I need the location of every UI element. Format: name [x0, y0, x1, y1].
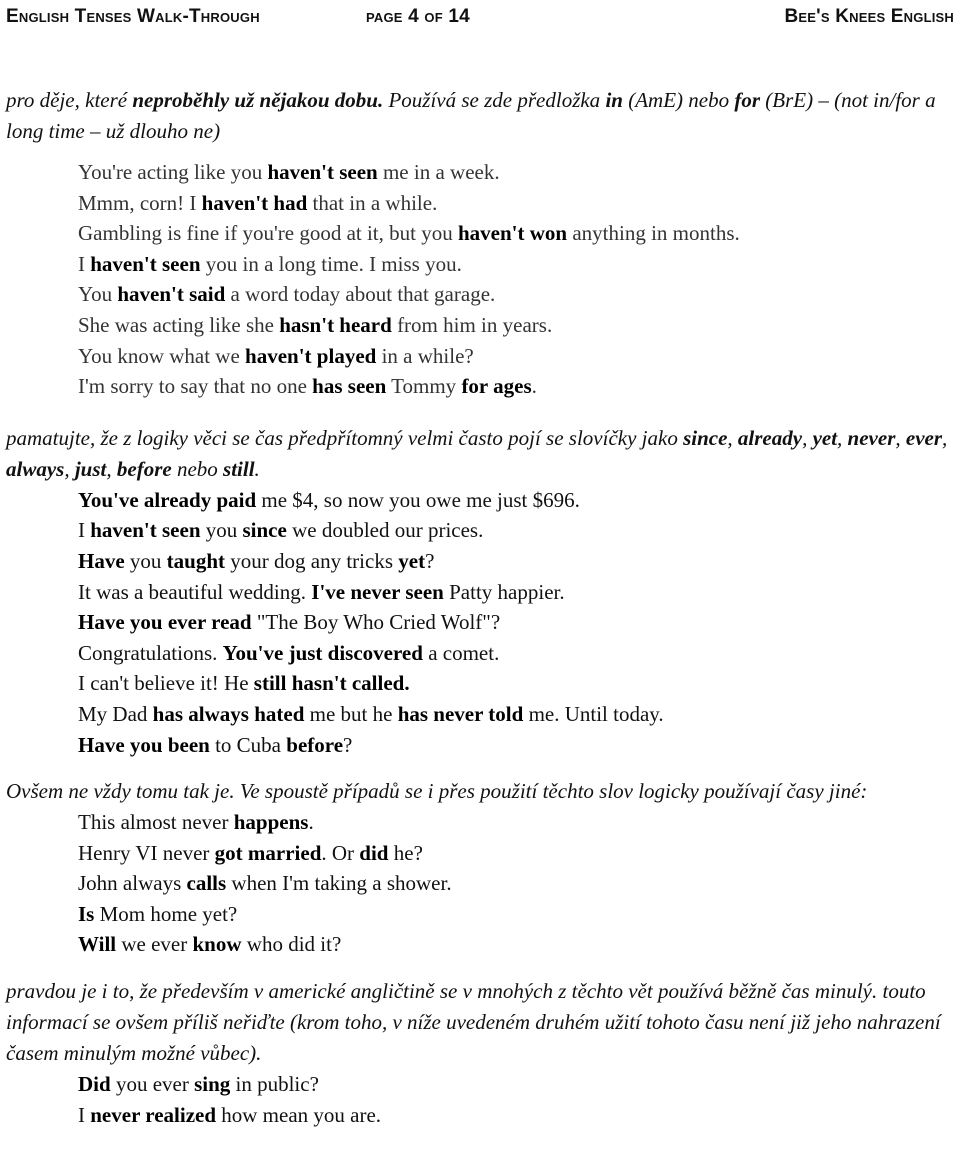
example-sentence [0, 515, 960, 546]
text-run: Ovšem ne vždy tomu tak je. Ve spoustě případů se i přes použití těchto slov logicky používají časy jiné: [6, 779, 868, 804]
text-run: pamatujte, že z logiky věci se čas předpřítomný velmi často pojí se slovíčky jako [6, 425, 684, 450]
example-sentence [0, 341, 960, 372]
text-run: , [106, 456, 117, 481]
text-run: I'm sorry to say that no one [78, 374, 313, 399]
text-run: we doubled our prices. [286, 518, 484, 543]
bold-text: has always hated [152, 701, 305, 726]
text-run: (BrE) – (not in/for a long time – už dlouho ne) [6, 88, 936, 143]
text-run: Gambling is fine if you're good at it, but you [78, 221, 458, 246]
bold-text: haven't seen [267, 160, 378, 184]
page-header [6, 2, 954, 32]
text-run: I [78, 518, 91, 543]
bold-text: already [737, 425, 803, 450]
text-run: . Or [321, 840, 360, 865]
text-run: Henry VI never [78, 840, 215, 865]
bold-text: Have you been [78, 732, 210, 757]
text-run: in public? [230, 1072, 319, 1097]
bold-text: before [116, 456, 172, 481]
example-sentence [0, 730, 960, 761]
header-page-number: page 4 of 14 [366, 6, 470, 27]
text-run: Patty happier. [443, 579, 565, 604]
example-sentence [0, 929, 960, 960]
bold-text: Have [78, 548, 125, 573]
text-run: I [78, 1102, 91, 1127]
text-run: we ever [116, 932, 193, 957]
text-run: , [802, 425, 813, 450]
text-run: a word today about that garage. [225, 282, 496, 307]
bold-text: still [223, 456, 255, 481]
header-title: English Tenses Walk-Through [6, 6, 260, 27]
text-run: I can't believe it! He [78, 671, 254, 696]
section-intro [0, 85, 960, 147]
bold-text: Is [78, 901, 95, 926]
example-list [0, 807, 960, 960]
text-run: to Cuba [209, 732, 287, 757]
bold-text: sing [194, 1072, 231, 1097]
text-run: It was a beautiful wedding. [78, 579, 312, 604]
bold-text: in [605, 88, 623, 112]
text-run: You're acting like you [78, 160, 268, 184]
example-sentence [0, 546, 960, 577]
text-run: me $4, so now you owe me just $696. [256, 487, 580, 512]
bold-text: still hasn't called. [253, 671, 410, 696]
bold-text: hasn't heard [279, 312, 392, 337]
text-run: , [727, 425, 738, 450]
text-run: who did it? [241, 932, 342, 957]
text-run: My Dad [78, 701, 153, 726]
bold-text: since [683, 425, 728, 450]
example-sentence [0, 188, 960, 219]
section-not-for-a-while [0, 85, 960, 402]
section-intro [0, 423, 960, 485]
example-sentence [0, 1100, 960, 1131]
example-sentence [0, 868, 960, 899]
text-run: me in a week. [377, 160, 500, 184]
text-run: Congratulations. [78, 640, 223, 665]
bold-text: happens [233, 810, 309, 835]
text-run: in a while? [376, 343, 474, 368]
text-run: ? [425, 548, 435, 573]
bold-text: yet [398, 548, 426, 573]
bold-text: yet [812, 425, 838, 450]
bold-text: know [192, 932, 242, 957]
text-run: , [895, 425, 906, 450]
text-run: your dog any tricks [225, 548, 399, 573]
bold-text: You've just discovered [222, 640, 423, 665]
example-sentence [0, 607, 960, 638]
text-run: , [64, 456, 75, 481]
text-run: "The Boy Who Cried Wolf"? [251, 610, 501, 635]
text-run: Mmm, corn! I [78, 190, 202, 215]
bold-text: never [847, 425, 896, 450]
bold-text: Did [78, 1072, 111, 1097]
text-run: You know what we [78, 343, 246, 368]
text-run: (AmE) nebo [622, 88, 735, 112]
text-run: She was acting like she [78, 312, 280, 337]
bold-text: did [359, 840, 389, 865]
bold-text: I've never seen [311, 579, 444, 604]
bold-text: taught [166, 548, 226, 573]
text-run: you [200, 518, 243, 543]
section-american-english [0, 976, 960, 1130]
text-run: a comet. [422, 640, 500, 665]
example-list [0, 157, 960, 402]
bold-text: haven't said [117, 282, 226, 307]
example-sentence [0, 577, 960, 608]
text-run: pro děje, které [6, 88, 133, 112]
example-sentence [0, 279, 960, 310]
bold-text: calls [186, 871, 227, 896]
bold-text: neproběhly už nějakou dobu. [132, 88, 384, 112]
example-sentence [0, 1069, 960, 1100]
bold-text: has never told [397, 701, 524, 726]
bold-text: haven't seen [90, 518, 201, 543]
example-sentence [0, 249, 960, 280]
bold-text: Have you ever read [78, 610, 252, 635]
document-body [0, 85, 960, 1130]
bold-text: never realized [90, 1102, 217, 1127]
example-list [0, 1069, 960, 1130]
example-sentence [0, 838, 960, 869]
text-run: you [124, 548, 167, 573]
text-run: he? [388, 840, 423, 865]
example-sentence [0, 638, 960, 669]
text-run: ? [343, 732, 353, 757]
text-run: pravdou je i to, že především v americké angličtině se v mnohých z těchto vět používá běžně čas minulý. touto informací se ovšem příliš neřiďte (krom toho, v níže uvedeném druhém užití tohoto času není již jeho nahrazení časem minulým možné vůbec). [6, 979, 941, 1066]
bold-text: Will [78, 932, 117, 957]
example-sentence [0, 668, 960, 699]
bold-text: haven't won [457, 221, 568, 246]
bold-text: for ages [461, 374, 532, 399]
text-run: , [942, 425, 948, 450]
text-run: me but he [304, 701, 398, 726]
text-run: , [837, 425, 848, 450]
example-sentence [0, 699, 960, 730]
text-run: how mean you are. [216, 1102, 382, 1127]
example-sentence [0, 899, 960, 930]
text-run: Tommy [386, 374, 462, 399]
text-run: anything in months. [567, 221, 740, 246]
section-exceptions [0, 776, 960, 960]
text-run: John always [78, 871, 187, 896]
bold-text: haven't played [245, 343, 377, 368]
text-run: Používá se zde předložka [383, 88, 606, 112]
example-sentence [0, 310, 960, 341]
bold-text: You've already paid [78, 487, 257, 512]
bold-text: has seen [312, 374, 387, 399]
section-signal-words [0, 423, 960, 760]
text-run: from him in years. [391, 312, 553, 337]
text-run: . [531, 374, 537, 399]
text-run: you in a long time. I miss you. [200, 251, 462, 276]
text-run: I [78, 251, 91, 276]
bold-text: for [734, 88, 761, 112]
bold-text: haven't had [201, 190, 308, 215]
bold-text: since [242, 518, 287, 543]
example-sentence [0, 157, 960, 188]
example-list [0, 485, 960, 760]
text-run: that in a while. [307, 190, 438, 215]
bold-text: ever [905, 425, 943, 450]
bold-text: before [286, 732, 344, 757]
example-sentence [0, 371, 960, 402]
text-run: . [308, 810, 314, 835]
text-run: when I'm taking a shower. [226, 871, 452, 896]
example-sentence [0, 485, 960, 516]
example-sentence [0, 807, 960, 838]
text-run: Mom home yet? [94, 901, 238, 926]
text-run: . [254, 456, 260, 481]
section-intro [0, 776, 960, 807]
text-run: This almost never [78, 810, 234, 835]
section-intro [0, 976, 960, 1069]
bold-text: got married [214, 840, 322, 865]
bold-text: just [74, 456, 107, 481]
text-run: You [78, 282, 118, 307]
text-run: you ever [110, 1072, 195, 1097]
header-brand: Bee's Knees English [784, 6, 954, 27]
text-run: nebo [171, 456, 224, 481]
bold-text: haven't seen [90, 251, 201, 276]
example-sentence [0, 218, 960, 249]
bold-text: always [6, 456, 65, 481]
text-run: me. Until today. [523, 701, 664, 726]
